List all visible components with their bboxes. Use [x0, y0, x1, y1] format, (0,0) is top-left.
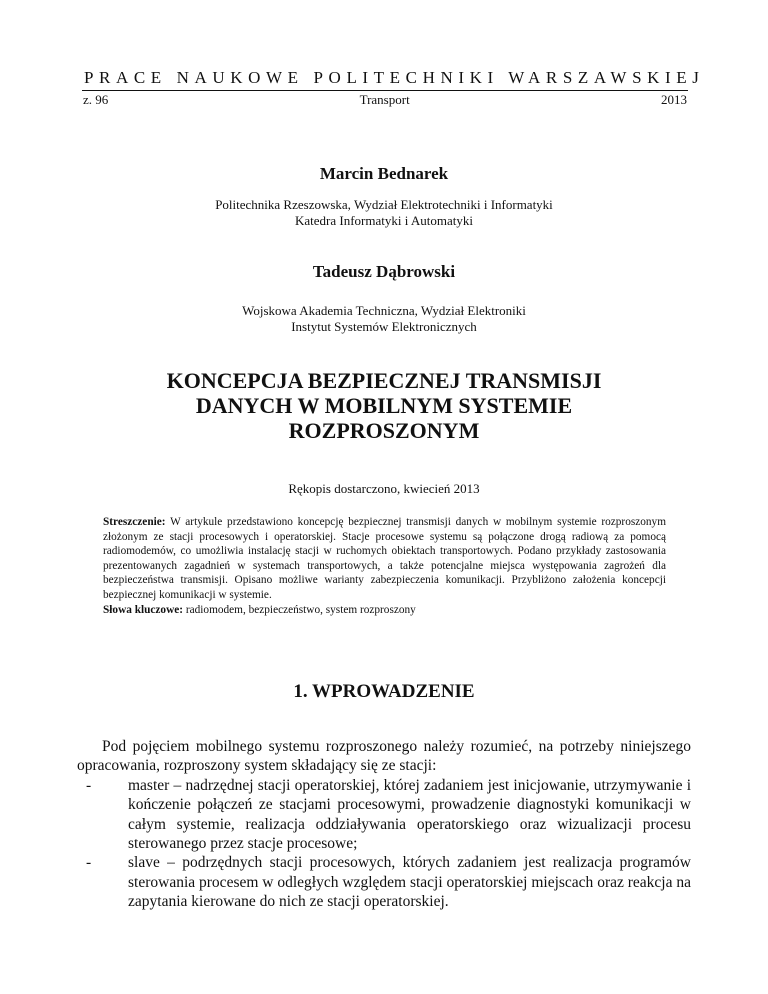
keywords-label: Słowa kluczowe:	[103, 603, 184, 616]
author-affiliation-2	[0, 303, 768, 335]
affiliation-line: Instytut Systemów Elektronicznych	[291, 319, 477, 334]
series-name: Transport	[359, 92, 410, 107]
title-line: DANYCH W MOBILNYM SYSTEMIE	[195, 393, 573, 418]
list-bullet: -	[86, 854, 92, 872]
intro-paragraph: Pod pojęciem mobilnego systemu rozproszonego należy rozumieć, na potrzeby niniejszego opracowania, rozproszony system składający się ze stacji:	[77, 738, 691, 775]
list-item	[77, 776, 691, 854]
author-affiliation-1	[0, 197, 768, 229]
paper-title	[0, 368, 768, 443]
abstract-text: W artykule przedstawiono koncepcję bezpiecznej transmisji danych w mobilnym systemie rozproszonym złożonym ze stacji procesowych i operatorskiej. Stacje procesowe systemu są połączone drogą radiową za pomocą radiomodemów, co umożliwia instalację stacji w ruchomych obiektach transportowych. Podano przykłady zastosowania prezentowanych zagadnień w systemach transportowych, a także potencjalne miejsca występowania zagrożeń dla bezpieczeństwa transmisji. Opisano możliwe warianty zabezpieczenia komunikacji. Przybliżono założenia koncepcji bezpiecznej komunikacji w systemie.	[103, 516, 666, 601]
affiliation-line: Politechnika Rzeszowska, Wydział Elektrotechniki i Informatyki	[215, 197, 553, 212]
affiliation-line: Wojskowa Akademia Techniczna, Wydział Elektroniki	[242, 303, 526, 318]
section-body	[77, 737, 691, 912]
title-line: KONCEPCJA BEZPIECZNEJ TRANSMISJI	[166, 368, 602, 393]
publication-year: 2013	[661, 92, 687, 107]
volume-number: z. 96	[83, 92, 109, 107]
abstract-label: Streszczenie:	[103, 516, 166, 528]
list-item	[77, 853, 691, 911]
title-line: ROZPROSZONYM	[288, 418, 480, 443]
keywords-text: radiomodem, bezpieczeństwo, system rozproszony	[183, 603, 416, 616]
list-bullet: -	[86, 776, 92, 794]
author-name-2: Tadeusz Dąbrowski	[312, 262, 456, 281]
header-rule	[82, 90, 688, 91]
header-meta	[83, 92, 687, 108]
received-date: Rękopis dostarczono, kwiecień 2013	[288, 481, 480, 496]
journal-title: PRACE NAUKOWE POLITECHNIKI WARSZAWSKIEJ	[84, 68, 705, 87]
keywords-paragraph	[103, 603, 666, 618]
list-item-text: slave – podrzędnych stacji procesowych, których zadaniem jest realizacja programów sterowania procesem w odległych względem stacji operatorskiej miejscach oraz reakcja na zapytania kierowane do nich ze stacji operatorskiej.	[128, 854, 691, 911]
station-list	[77, 776, 691, 912]
abstract	[103, 515, 666, 617]
abstract-paragraph	[103, 515, 666, 603]
author-name-1: Marcin Bednarek	[319, 164, 449, 183]
list-item-text: master – nadrzędnej stacji operatorskiej, której zadaniem jest inicjowanie, utrzymywanie i kończenie połączeń ze stacjami procesowymi, prowadzenie diagnostyki komunikacji w całym systemie, realizacja oddziaływania operatorskiego oraz wizualizacji procesu sterowanego przez stacje procesowe;	[128, 776, 691, 853]
section-heading: 1. WPROWADZENIE	[293, 681, 475, 702]
affiliation-line: Katedra Informatyki i Automatyki	[295, 213, 473, 228]
